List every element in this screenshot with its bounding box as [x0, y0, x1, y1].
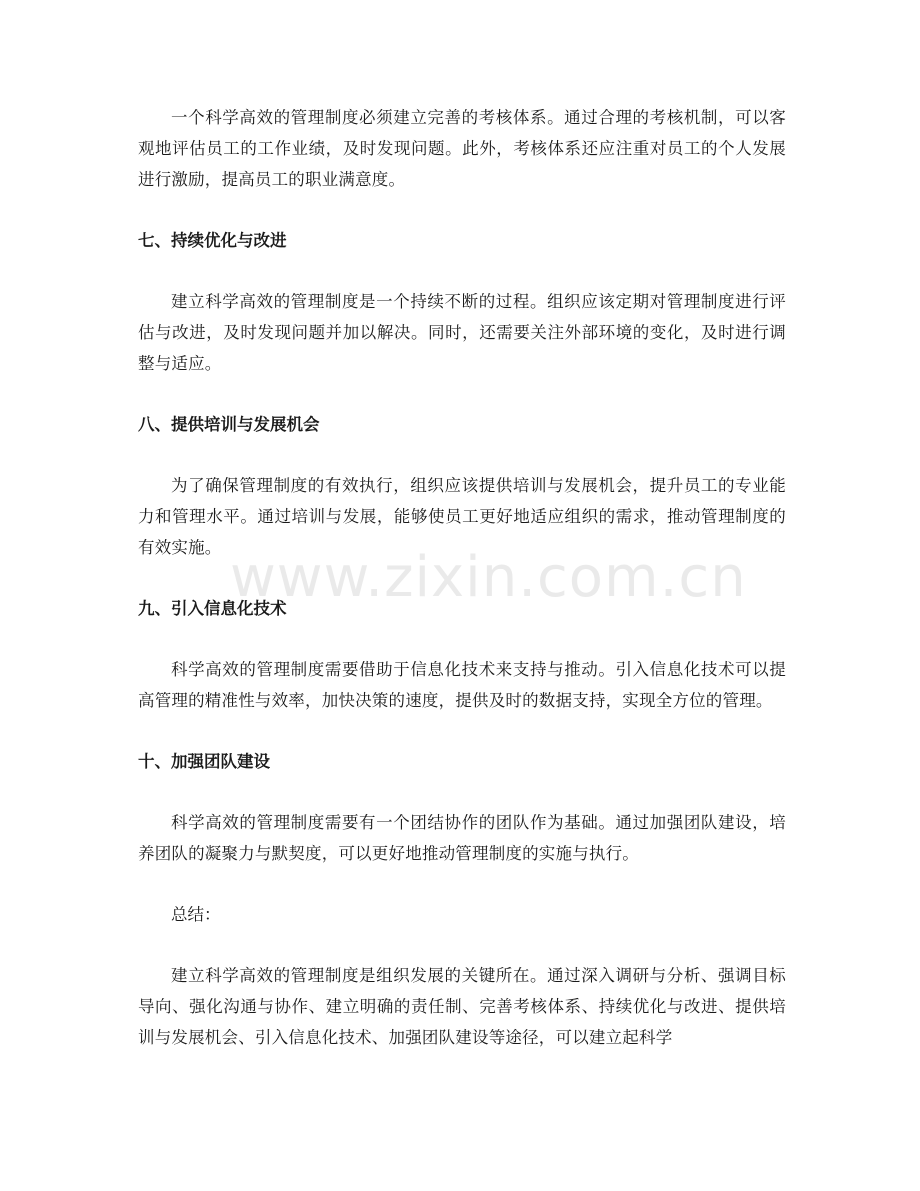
document-page — [138, 102, 786, 1083]
summary-label: 总结： — [171, 905, 221, 924]
heading-section-10: 十、加强团队建设 — [138, 752, 270, 771]
paragraph-assessment-system: 一个科学高效的管理制度必须建立完善的考核体系。通过合理的考核机制，可以客观地评估员工的工作业绩，及时发现问题。此外，考核体系还应注重对员工的个人发展进行激励，提高员工的职业满意度。 — [138, 108, 786, 189]
heading-section-8: 八、提供培训与发展机会 — [138, 415, 320, 434]
paragraph-team-building: 科学高效的管理制度需要有一个团结协作的团队作为基础。通过加强团队建设，培养团队的凝聚力与默契度，可以更好地推动管理制度的实施与执行。 — [138, 813, 786, 863]
paragraph-information-technology: 科学高效的管理制度需要借助于信息化技术来支持与推动。引入信息化技术可以提高管理的精准性与效率，加快决策的速度，提供及时的数据支持，实现全方位的管理。 — [138, 660, 786, 710]
heading-section-9: 九、引入信息化技术 — [138, 599, 287, 618]
paragraph-training: 为了确保管理制度的有效执行，组织应该提供培训与发展机会，提升员工的专业能力和管理水平。通过培训与发展，能够使员工更好地适应组织的需求，推动管理制度的有效实施。 — [138, 476, 786, 557]
paragraph-summary: 建立科学高效的管理制度是组织发展的关键所在。通过深入调研与分析、强调目标导向、强化沟通与协作、建立明确的责任制、完善考核体系、持续优化与改进、提供培训与发展机会、引入信息化技术、加强团队建设等途径，可以建立起科学 — [138, 966, 786, 1047]
paragraph-continuous-improvement: 建立科学高效的管理制度是一个持续不断的过程。组织应该定期对管理制度进行评估与改进，及时发现问题并加以解决。同时，还需要关注外部环境的变化，及时进行调整与适应。 — [138, 292, 786, 373]
watermark-text: www.zixin.com.cn — [230, 545, 747, 610]
heading-section-7: 七、持续优化与改进 — [138, 231, 287, 250]
